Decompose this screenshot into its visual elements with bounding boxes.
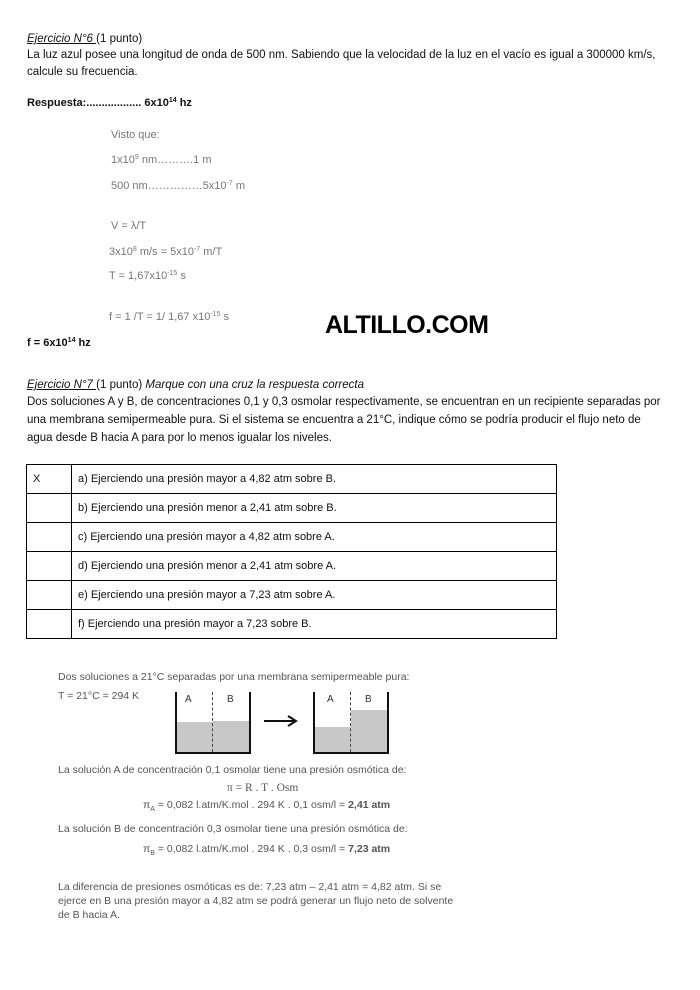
ex7-line2: una membrana semipermeable pura. Si el sistema se encuentra a 21°C, indique cómo se podría producir el flujo neto de bbox=[27, 414, 641, 426]
t: 500 nm……………5x10 bbox=[111, 180, 227, 192]
sol-conclusion-2: ejerce en B una presión mayor a 4,82 atm se podrá generar un flujo neto de solvente bbox=[58, 895, 454, 907]
ex6-heading bbox=[27, 32, 142, 46]
work-result bbox=[27, 336, 91, 350]
option-row[interactable] bbox=[27, 610, 557, 639]
label-a: A bbox=[185, 694, 192, 705]
sol-conclusion-3: de B hacia A. bbox=[58, 909, 120, 921]
answer-exp: 14 bbox=[168, 97, 177, 104]
solution-b-fill bbox=[351, 710, 387, 752]
ex7-heading bbox=[27, 378, 364, 392]
t: -15 bbox=[210, 311, 221, 318]
work-line3 bbox=[109, 245, 222, 259]
t: 1x10 bbox=[111, 154, 135, 166]
option-mark[interactable] bbox=[27, 494, 72, 523]
option-mark[interactable] bbox=[27, 581, 72, 610]
option-mark[interactable]: X bbox=[27, 465, 72, 494]
ex7-line1: Dos soluciones A y B, de concentraciones 0,1 y 0,3 osmolar respectivamente, se encuentran en un recipiente separadas por bbox=[27, 396, 661, 408]
altillo-logo: ALTILLO.COM bbox=[325, 311, 489, 339]
ex7-instr: Marque con una cruz la respuesta correcta bbox=[145, 379, 365, 391]
work-line4 bbox=[109, 269, 186, 283]
t: m/s = 5x10 bbox=[136, 246, 194, 258]
work-velocity: V = λ/T bbox=[111, 220, 147, 232]
option-row[interactable] bbox=[27, 494, 557, 523]
label-b: B bbox=[365, 694, 372, 705]
membrane bbox=[350, 692, 351, 752]
option-text: b) Ejerciendo una presión menor a 2,41 atm sobre B. bbox=[72, 494, 557, 523]
ex6-title: Ejercicio N°6 bbox=[27, 33, 97, 45]
t: -7 bbox=[193, 246, 201, 253]
t: -15 bbox=[167, 270, 178, 277]
work-line2 bbox=[111, 179, 245, 193]
t: 9 bbox=[134, 154, 139, 161]
options-table bbox=[26, 464, 557, 639]
answer-label: Respuesta:.................. 6x10 bbox=[27, 97, 169, 109]
t: T = 1,67x10 bbox=[109, 270, 168, 282]
solution-a-fill bbox=[315, 727, 351, 752]
t: 3x10 bbox=[109, 246, 133, 258]
t: 8 bbox=[132, 246, 137, 253]
pi-b-line bbox=[143, 842, 390, 856]
ex7-title: Ejercicio N°7 bbox=[27, 379, 97, 391]
option-row[interactable] bbox=[27, 465, 557, 494]
sol-conclusion-1: La diferencia de presiones osmóticas es de: 7,23 atm – 2,41 atm = 4,82 atm. Si se bbox=[58, 881, 442, 893]
work-line1 bbox=[111, 153, 212, 167]
beaker-after bbox=[313, 692, 389, 754]
label-a: A bbox=[327, 694, 334, 705]
t: 7,23 atm bbox=[348, 843, 391, 855]
t: A bbox=[150, 806, 155, 814]
work-visto: Visto que: bbox=[111, 129, 160, 141]
t: m/T bbox=[200, 246, 223, 258]
sol-intro: Dos soluciones a 21°C separadas por una membrana semipermeable pura: bbox=[58, 671, 410, 683]
t: π bbox=[143, 843, 151, 855]
t: f = 1 /T = 1/ 1,67 x10 bbox=[109, 311, 211, 323]
work-line5 bbox=[109, 310, 229, 324]
t: 14 bbox=[67, 337, 76, 344]
t: = 0,082 l.atm/K.mol . 294 K . 0,1 osm/l = bbox=[154, 799, 349, 811]
membrane bbox=[212, 692, 213, 752]
arrow-right-icon bbox=[264, 715, 298, 727]
t: m bbox=[232, 180, 246, 192]
option-text: c) Ejerciendo una presión mayor a 4,82 atm sobre A. bbox=[72, 523, 557, 552]
sol-temp: T = 21°C = 294 K bbox=[58, 690, 140, 702]
ex6-line1: La luz azul posee una longitud de onda de 500 nm. Sabiendo que la velocidad de la luz en el vacío es igual a 300000 km/s, bbox=[27, 49, 656, 61]
t: nm……….1 m bbox=[138, 154, 212, 166]
t: -7 bbox=[226, 180, 233, 187]
ex6-points: (1 punto) bbox=[96, 33, 143, 45]
t: = 0,082 l.atm/K.mol . 294 K . 0,3 osm/l = bbox=[154, 843, 349, 855]
label-b: B bbox=[227, 694, 234, 705]
option-mark[interactable] bbox=[27, 523, 72, 552]
ex6-answer bbox=[27, 96, 192, 110]
t: f = 6x10 bbox=[27, 337, 68, 349]
t: 2,41 atm bbox=[348, 799, 391, 811]
t: s bbox=[177, 270, 186, 282]
beaker-before bbox=[175, 692, 251, 754]
option-text: e) Ejerciendo una presión mayor a 7,23 atm sobre A. bbox=[72, 581, 557, 610]
option-text: d) Ejerciendo una presión menor a 2,41 atm sobre A. bbox=[72, 552, 557, 581]
formula: π = R . T . Osm bbox=[227, 782, 299, 794]
pi-a-line bbox=[143, 798, 390, 812]
sol-a-text: La solución A de concentración 0,1 osmolar tiene una presión osmótica de: bbox=[58, 764, 407, 776]
solution-b-fill bbox=[213, 721, 249, 752]
answer-unit: hz bbox=[176, 97, 192, 109]
ex7-points: (1 punto) bbox=[96, 379, 146, 391]
option-mark[interactable] bbox=[27, 552, 72, 581]
option-row[interactable] bbox=[27, 552, 557, 581]
solution-a-fill bbox=[177, 722, 213, 752]
sol-b-text: La solución B de concentración 0,3 osmolar tiene una presión osmótica de: bbox=[58, 823, 408, 835]
option-row[interactable] bbox=[27, 581, 557, 610]
t: s bbox=[220, 311, 229, 323]
ex7-line3: agua desde B hacia A para por lo menos igualar los niveles. bbox=[27, 432, 332, 444]
option-text: a) Ejerciendo una presión mayor a 4,82 atm sobre B. bbox=[72, 465, 557, 494]
t: B bbox=[150, 850, 155, 858]
ex6-line2: calcule su frecuencia. bbox=[27, 66, 138, 78]
option-row[interactable] bbox=[27, 523, 557, 552]
option-text: f) Ejerciendo una presión mayor a 7,23 sobre B. bbox=[72, 610, 557, 639]
t: π bbox=[143, 799, 151, 811]
option-mark[interactable] bbox=[27, 610, 72, 639]
t: hz bbox=[75, 337, 91, 349]
